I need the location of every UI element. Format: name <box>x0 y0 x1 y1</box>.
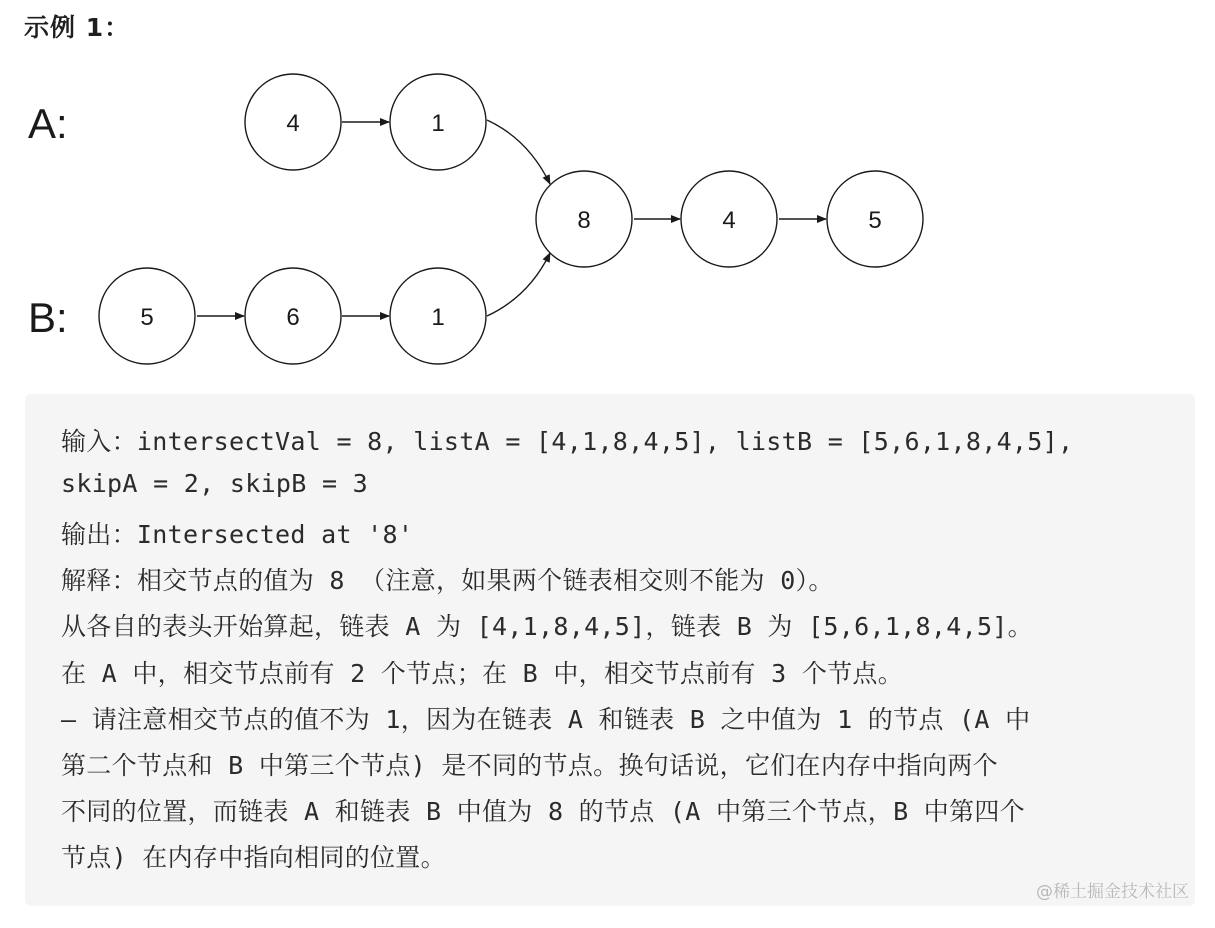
code-line-output: 输出：Intersected at '8' <box>61 520 414 549</box>
code-line-input: 输入：intersectVal = 8, listA = [4,1,8,4,5], listB = [5,6,1,8,4,5], <box>61 427 1074 456</box>
node-c2-value: 4 <box>722 207 736 234</box>
linked-list-diagram <box>0 0 1215 390</box>
node-b2-value: 6 <box>286 304 300 331</box>
node-a1-value: 4 <box>286 110 300 137</box>
node-a2-value: 1 <box>431 110 445 137</box>
code-line-input-cont: skipA = 2, skipB = 3 <box>61 469 369 498</box>
code-line-explanation-3: 在 A 中，相交节点前有 2 个节点；在 B 中，相交节点前有 3 个节点。 <box>61 659 904 688</box>
code-line-note-4: 节点) 在内存中指向相同的位置。 <box>61 843 446 872</box>
example-heading: 示例 1： <box>24 13 131 42</box>
example-code-block <box>25 394 1195 906</box>
code-line-explanation: 解释：相交节点的值为 8 （注意，如果两个链表相交则不能为 0）。 <box>61 566 834 595</box>
code-line-note: — 请注意相交节点的值不为 1，因为在链表 A 和链表 B 之中值为 1 的节点 (A 中 <box>61 705 1031 734</box>
arrow-a2-c1 <box>487 120 550 184</box>
node-c1-value: 8 <box>577 207 591 234</box>
list-b-label: B: <box>28 294 68 341</box>
watermark: @稀土掘金技术社区 <box>1036 882 1189 902</box>
list-a-label: A: <box>28 100 68 147</box>
node-b1-value: 5 <box>140 304 154 331</box>
code-line-note-2: 第二个节点和 B 中第三个节点) 是不同的节点。换句话说，它们在内存中指向两个 <box>61 751 998 780</box>
code-line-note-3: 不同的位置，而链表 A 和链表 B 中值为 8 的节点 (A 中第三个节点，B 中第四个 <box>61 797 1025 826</box>
code-line-explanation-2: 从各自的表头开始算起，链表 A 为 [4,1,8,4,5]，链表 B 为 [5,6,1,8,4,5]。 <box>61 612 1033 641</box>
arrow-b3-c1 <box>487 253 550 316</box>
node-c3-value: 5 <box>868 207 882 234</box>
node-b3-value: 1 <box>431 304 445 331</box>
